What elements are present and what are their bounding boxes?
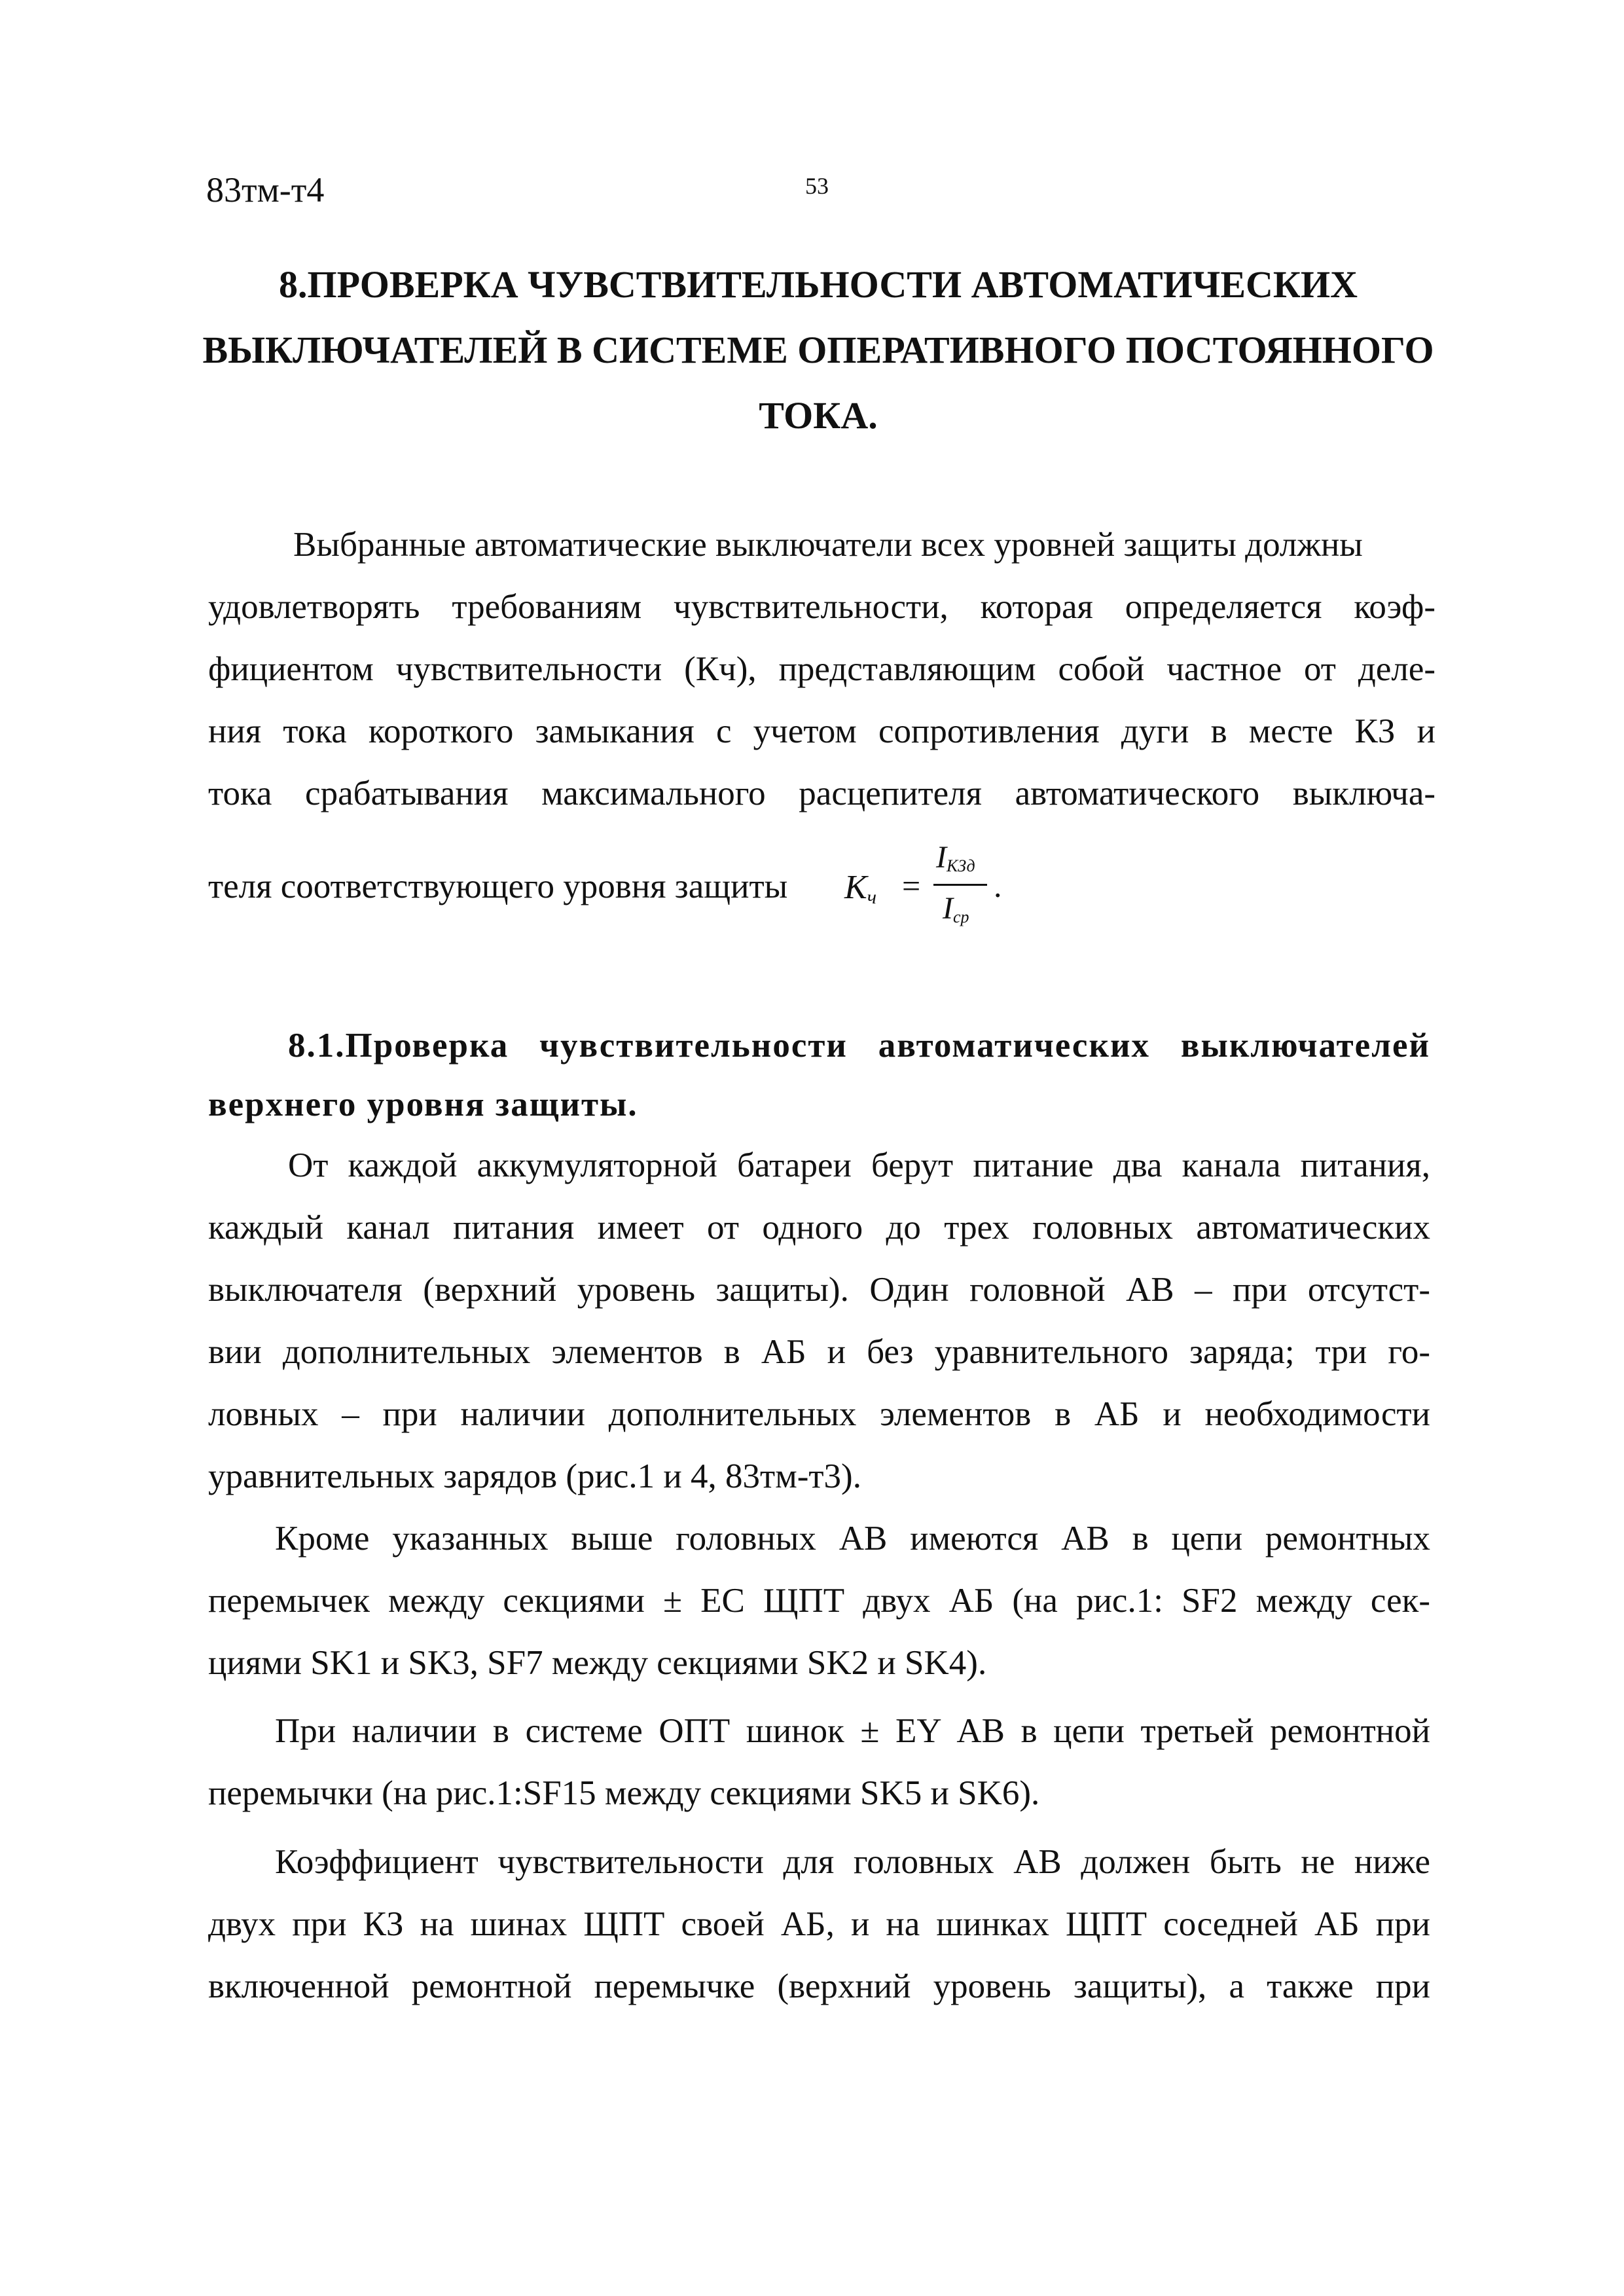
paragraph-4-line-2: двух при КЗ на шинах ЩПТ своей АБ, и на шинках ЩПТ соседней АБ при [208, 1905, 1430, 1943]
section-title-line-3: ТОКА. [759, 394, 878, 437]
paragraph-2-line-3: циями SK1 и SK3, SF7 между секциями SK2 и SK4). [208, 1644, 987, 1682]
intro-line-5: тока срабатывания максимального расцепителя автоматического выключа- [208, 774, 1435, 812]
section-title-line-1: 8.ПРОВЕРКА ЧУВСТВИТЕЛЬНОСТИ АВТОМАТИЧЕСКИХ [279, 263, 1358, 306]
intro-line-1: Выбранные автоматические выключатели всех уровней защиты должны [293, 526, 1363, 564]
subsection-heading-line-2: верхнего уровня защиты. [208, 1085, 638, 1123]
subsection-heading-line-1: 8.1.Проверка чувствительности автоматических выключателей [288, 1027, 1430, 1065]
document-code: 83тм-т4 [206, 170, 325, 210]
paragraph-4-line-1: Коэффициент чувствительности для головных АВ должен быть не ниже [275, 1843, 1430, 1881]
paragraph-1-line-2: каждый канал питания имеет от одного до трех головных автоматических [208, 1209, 1430, 1247]
paragraph-1-line-3: выключателя (верхний уровень защиты). Один головной АВ – при отсутст- [208, 1271, 1430, 1309]
formula-end: . [994, 867, 1002, 904]
paragraph-2-line-1: Кроме указанных выше головных АВ имеются АВ в цепи ремонтных [275, 1520, 1430, 1558]
paragraph-3-line-2: перемычки (на рис.1:SF15 между секциями SK5 и SK6). [208, 1774, 1040, 1812]
paragraph-1-line-4: вии дополнительных элементов в АБ и без уравнительного заряда; три го- [208, 1333, 1430, 1371]
paragraph-3-line-1: При наличии в системе ОПТ шинок ± ЕY АВ в цепи третьей ремонтной [275, 1712, 1430, 1750]
intro-line-6: теля соответствующего уровня защиты [208, 867, 788, 905]
section-title-line-2: ВЫКЛЮЧАТЕЛЕЙ В СИСТЕМЕ ОПЕРАТИВНОГО ПОСТОЯННОГО [202, 329, 1434, 371]
formula-lhs: $K_ч$ [844, 869, 876, 908]
formula-equals: = [902, 867, 921, 904]
intro-line-3: фициентом чувствительности (Кч), представляющим собой частное от деле- [208, 650, 1435, 688]
section-title [196, 252, 1440, 448]
paragraph-1-line-6: уравнительных зарядов (рис.1 и 4, 83тм-т3). [208, 1457, 861, 1495]
paragraph-2-line-2: перемычек между секциями ± ЕС ЩПТ двух АБ (на рис.1: SF2 между сек- [208, 1582, 1430, 1620]
sensitivity-formula [844, 839, 1028, 938]
page-number: 53 [805, 173, 829, 199]
paragraph-4-line-3: включенной ремонтной перемычке (верхний уровень защиты), а также при [208, 1967, 1430, 2005]
paragraph-1-line-1: От каждой аккумуляторной батареи берут питание два канала питания, [288, 1146, 1430, 1184]
formula-denominator: $I_{ср}$ [943, 891, 969, 926]
formula-fraction-bar [933, 884, 987, 886]
paragraph-1-line-5: ловных – при наличии дополнительных элементов в АБ и необходимости [208, 1395, 1430, 1433]
intro-line-4: ния тока короткого замыкания с учетом сопротивления дуги в месте КЗ и [208, 712, 1435, 750]
intro-line-2: удовлетворять требованиям чувствительности, которая определяется коэф- [208, 588, 1435, 626]
formula-numerator: $I_{КЗд}$ [936, 840, 975, 875]
